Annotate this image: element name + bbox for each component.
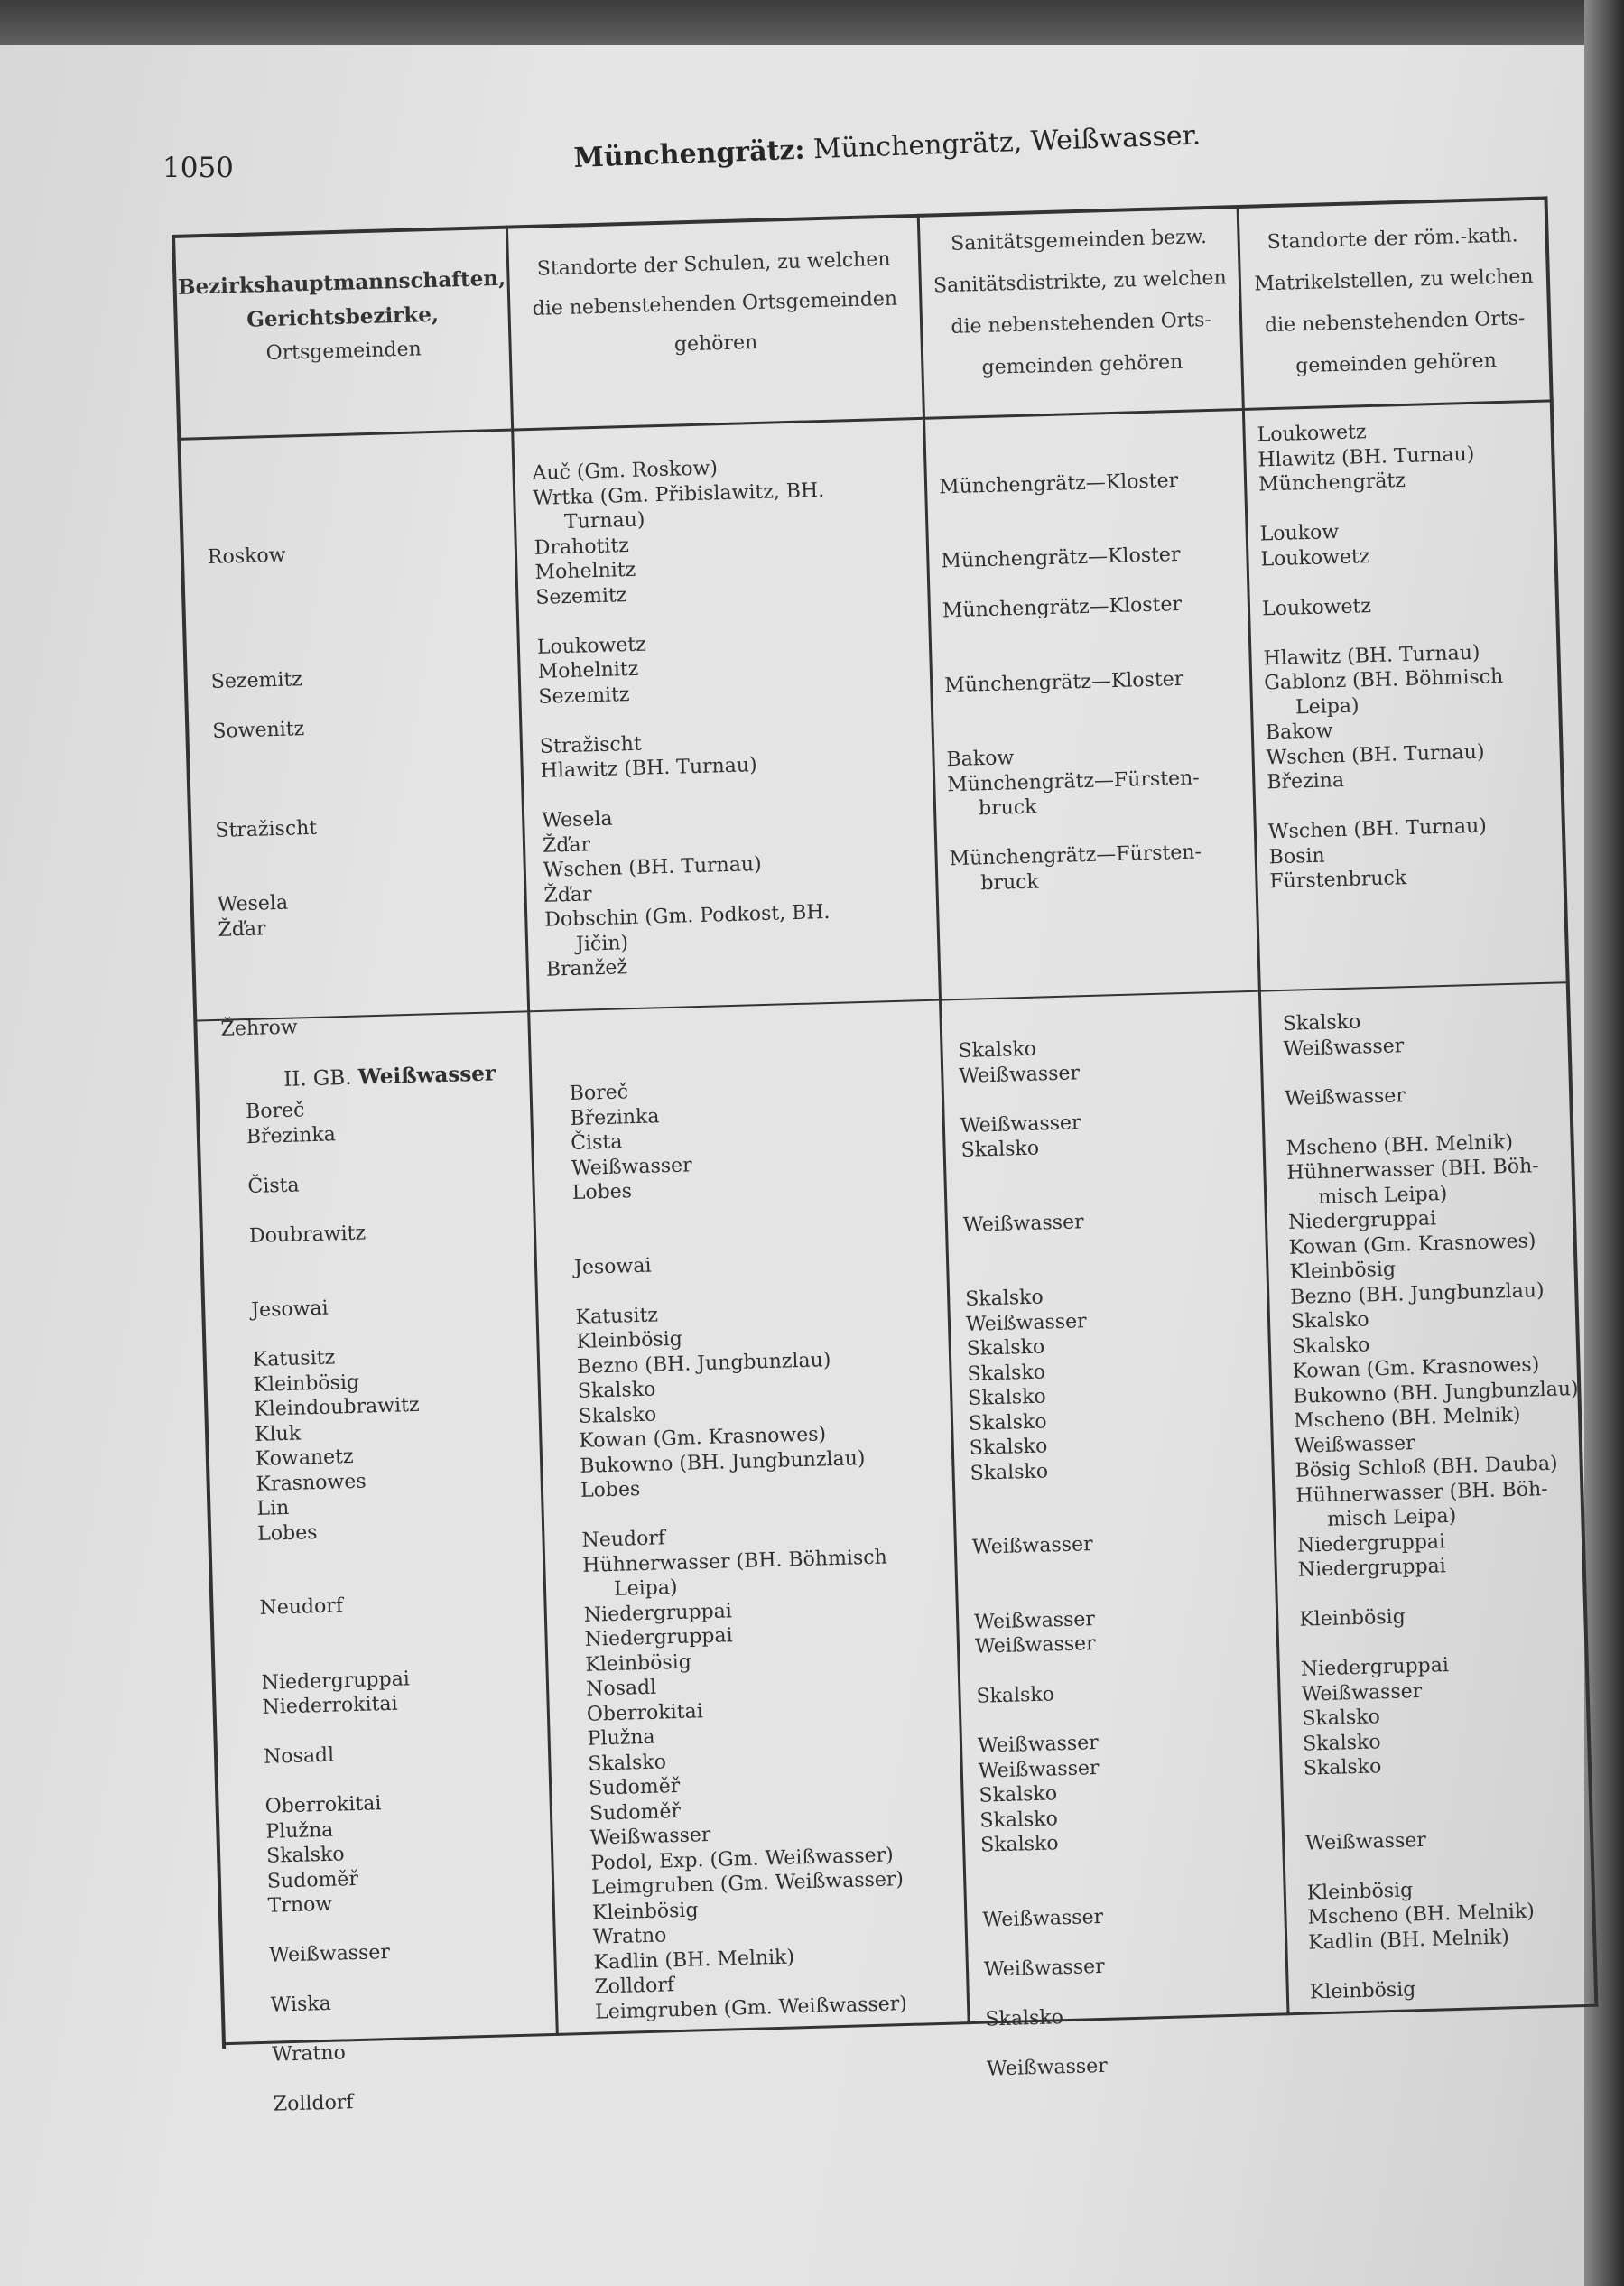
entry-line: Zolldorf — [273, 2091, 354, 2116]
blank-line — [981, 1854, 1102, 1882]
entry-line: Skalsko — [1291, 1333, 1370, 1359]
entry-line: Boreč — [245, 1099, 305, 1124]
blank-line — [209, 592, 311, 620]
entry-line: Boreč — [569, 1081, 629, 1106]
entry-line: Wratno — [271, 2041, 347, 2067]
entry-line: Niedergruppai — [261, 1667, 411, 1695]
entry-line: Kowan (Gm. Krasnowes) — [579, 1423, 827, 1453]
entry-line: Čista — [570, 1130, 623, 1156]
entry-line: Niedergruppai — [1296, 1529, 1446, 1557]
entry-line: Turnau) — [563, 508, 645, 534]
entry-line: Hühnerwasser (BH. Böh- — [1295, 1477, 1548, 1508]
entry-line: Weißwasser — [977, 1731, 1100, 1758]
entry-line: Wrtka (Gm. Přibislawitz, BH. — [532, 479, 825, 510]
s2-col-1 — [246, 1095, 440, 2117]
entry-line: Weißwasser — [974, 1632, 1096, 1659]
entry-line: Skalsko — [968, 1409, 1047, 1436]
header-col-2-line-1: Standorte der Schulen, zu welchen — [536, 247, 891, 281]
entry-line: Oberrokitai — [586, 1699, 704, 1726]
entry-line: Kleinbösig — [1309, 1977, 1416, 2004]
blank-line — [973, 1582, 1094, 1610]
blank-line — [972, 1557, 1093, 1585]
blank-line — [984, 1979, 1105, 2007]
entry-line: Doubrawitz — [248, 1221, 367, 1248]
entry-line: Leimgruben (Gm. Weißwasser) — [594, 1992, 908, 2024]
entry-line: Münchengrätz—Kloster — [938, 469, 1179, 498]
entry-line: Sezemitz — [538, 683, 630, 709]
entry-line: Bezno (BH. Jungbunzlau) — [1289, 1278, 1545, 1309]
header-col-3-line-3: die nebenstehenden Orts- — [951, 308, 1212, 339]
entry-line: Niedergruppai — [1297, 1555, 1447, 1582]
blank-line — [975, 1657, 1096, 1685]
entry-line: Münchengrätz—Kloster — [942, 592, 1183, 623]
entry-line: Weißwasser — [1283, 1034, 1405, 1061]
entry-line: Loukowetz — [1261, 594, 1372, 620]
blank-line — [217, 865, 320, 893]
blank-line — [977, 1706, 1098, 1734]
entry-line: Loukowetz — [1257, 421, 1367, 447]
entry-line: Skalsko — [985, 2005, 1064, 2031]
entry-line: Weißwasser — [971, 1533, 1093, 1559]
entry-line: Bezno (BH. Jungbunzlau) — [576, 1348, 831, 1379]
blank-line — [219, 964, 322, 992]
entry-line: Skalsko — [976, 1683, 1055, 1708]
entry-line: Weißwasser — [268, 1940, 391, 1967]
entry-line: Kowanetz — [255, 1445, 354, 1471]
running-head-rest: Münchengrätz, Weißwasser. — [803, 119, 1202, 166]
entry-line: Kleinbösig — [585, 1650, 692, 1677]
blank-line — [981, 1880, 1102, 1908]
entry-line: Žďar — [218, 916, 266, 942]
blank-line — [970, 1482, 1091, 1510]
entry-line: Skalsko — [1290, 1308, 1369, 1334]
entry-line: Kleinbösig — [591, 1898, 699, 1925]
running-head-bold: Münchengrätz: — [573, 134, 806, 174]
header-col-3 — [920, 216, 1241, 391]
entry-line: Leimgruben (Gm. Weißwasser) — [590, 1868, 905, 1900]
header-col-3-line-1: Sanitätsgemeinden bezw. — [950, 225, 1208, 256]
entry-line: Loukowetz — [536, 633, 647, 659]
entry-line: Skalsko — [967, 1360, 1046, 1386]
blank-line — [964, 1259, 1085, 1287]
entry-line: Katusitz — [575, 1303, 659, 1329]
entry-line: Weißwasser — [973, 1607, 1096, 1634]
entry-line: Skalsko — [1302, 1730, 1381, 1756]
header-col-2 — [509, 239, 922, 370]
blank-line — [208, 567, 311, 595]
header-col-4-line-3: die nebenstehenden Orts- — [1264, 307, 1526, 338]
blank-line — [213, 741, 316, 769]
entry-line: Roskow — [207, 544, 286, 570]
entry-line: Skalsko — [588, 1750, 667, 1776]
entry-line: Bosin — [1268, 844, 1325, 869]
entry-line: Kleinbösig — [1298, 1605, 1406, 1631]
entry-line: Hühnerwasser (BH. Böh- — [1286, 1155, 1539, 1185]
entry-line: bruck — [978, 795, 1037, 821]
entry-line: Jičin) — [575, 931, 629, 956]
entry-line: Skalsko — [967, 1385, 1047, 1410]
entry-line: Hlawitz (BH. Turnau) — [1257, 442, 1475, 471]
blank-line — [207, 517, 310, 545]
blank-line — [971, 1508, 1092, 1536]
entry-line: Kowan (Gm. Krasnowes) — [1292, 1353, 1540, 1383]
entry-line: Neudorf — [259, 1594, 344, 1620]
entry-line: Nosadl — [263, 1743, 335, 1769]
entry-line: Jesowai — [573, 1254, 652, 1279]
header-col-3-line-2: Sanitätsdistrikte, zu welchen — [933, 266, 1228, 298]
entry-line: Kleindoubrawitz — [254, 1393, 420, 1421]
entry-line: Jesowai — [250, 1296, 329, 1322]
entry-line: Münchengrätz—Kloster — [941, 543, 1181, 573]
blank-line — [962, 1185, 1083, 1213]
entry-line: Lin — [256, 1496, 290, 1520]
entry-line: misch Leipa) — [1317, 1182, 1448, 1209]
entry-line: Drahotitz — [534, 534, 630, 560]
header-col-2-line-2: die nebenstehenden Ortsgemeinden — [532, 287, 898, 321]
entry-line: Skalsko — [1302, 1705, 1381, 1731]
entry-line: Hühnerwasser (BH. Böhmisch — [581, 1545, 888, 1577]
s2-col-2 — [569, 1073, 907, 2024]
entry-line: Stražischt — [539, 732, 643, 758]
entry-line: Skalsko — [1303, 1755, 1382, 1780]
entry-line: Mohelnitz — [534, 558, 636, 584]
entry-line: Kadlin (BH. Melnik) — [593, 1945, 795, 1975]
blank-line — [960, 1085, 1081, 1113]
entry-line: Skalsko — [577, 1378, 656, 1403]
entry-line: Skalsko — [966, 1335, 1045, 1361]
entry-line: Mscheno (BH. Melnik) — [1285, 1130, 1514, 1160]
blank-line — [206, 493, 309, 521]
entry-line: Kluk — [254, 1422, 302, 1446]
blank-line — [214, 766, 317, 794]
header-col-2-line-3: gehören — [673, 330, 758, 357]
blank-line — [961, 1160, 1082, 1188]
entry-line: Krasnowes — [255, 1470, 367, 1496]
entry-line: Sowenitz — [212, 717, 305, 743]
entry-line: Weißwasser — [1304, 1828, 1427, 1855]
entry-line: Skalsko — [969, 1435, 1048, 1460]
entry-line: Hlawitz (BH. Turnau) — [1263, 641, 1480, 670]
entry-line: Loukowetz — [1260, 544, 1370, 571]
entry-line: Katusitz — [252, 1346, 336, 1371]
entry-line: Skalsko — [958, 1037, 1037, 1064]
entry-line: Mscheno (BH. Melnik) — [1307, 1900, 1536, 1929]
header-col-3-line-4: gemeinden gehören — [981, 350, 1183, 379]
s2-title — [283, 1061, 496, 1092]
entry-line: Březina — [1267, 768, 1345, 795]
entry-line: Wschen (BH. Turnau) — [1267, 814, 1488, 844]
header-col-4-line-1: Standorte der röm.-kath. — [1267, 224, 1518, 255]
s1-col-4 — [1257, 416, 1508, 895]
entry-line: Oberrokitai — [264, 1792, 382, 1818]
entry-line: Mscheno (BH. Melnik) — [1293, 1403, 1521, 1433]
entry-line: Loukow — [1259, 521, 1340, 546]
entry-line: Kowan (Gm. Krasnowes) — [1288, 1229, 1536, 1259]
entry-line: Žďar — [542, 832, 591, 858]
entry-line: Lobes — [580, 1478, 641, 1502]
entry-line: Kleinbösig — [576, 1327, 683, 1353]
entry-line: Podol, Exp. (Gm. Weißwasser) — [590, 1843, 895, 1875]
entry-line: Kleinbösig — [253, 1371, 360, 1397]
blank-line — [963, 1234, 1084, 1262]
register-table — [172, 196, 1599, 2116]
entry-line: Hlawitz (BH. Turnau) — [540, 754, 757, 783]
blank-line — [214, 791, 317, 819]
s1-col-3 — [938, 443, 1202, 897]
entry-line: Branžež — [545, 956, 628, 981]
entry-line: Skalsko — [1282, 1010, 1361, 1036]
entry-line: Weißwasser — [1294, 1431, 1415, 1458]
header-col-4 — [1239, 215, 1549, 389]
entry-line: Skalsko — [960, 1137, 1040, 1162]
entry-line: Weißwasser — [983, 1955, 1105, 1982]
entry-line: Niederrokitai — [262, 1692, 398, 1719]
header-col-1-line-3: Ortsgemeinden — [265, 338, 422, 366]
entry-line: Sudoměř — [588, 1774, 681, 1800]
entry-line: Trnow — [267, 1892, 333, 1918]
page-number: 1050 — [162, 152, 234, 184]
entry-line: Bakow — [946, 747, 1015, 772]
entry-line: Sudoměř — [266, 1867, 359, 1893]
s2-title-prefix: II. GB. — [283, 1065, 359, 1092]
entry-line: Weißwasser — [1284, 1083, 1406, 1110]
entry-line: Weißwasser — [960, 1110, 1081, 1138]
entry-line: Čista — [247, 1173, 300, 1198]
header-col-1-line-1: Bezirkshauptmannschaften, — [177, 265, 506, 300]
entry-line: Plužna — [265, 1818, 334, 1844]
entry-line: Lobes — [571, 1180, 633, 1205]
entry-line: Weißwasser — [965, 1309, 1087, 1336]
entry-line: Plužna — [587, 1725, 655, 1751]
entry-line: Gablonz (BH. Böhmisch — [1263, 665, 1504, 695]
entry-line: Sezemitz — [210, 667, 303, 693]
s2-col-4 — [1283, 1004, 1596, 2004]
entry-line: Wiska — [270, 1992, 332, 2017]
entry-line: Sezemitz — [535, 583, 627, 609]
entry-line: Bösig Schloß (BH. Dauba) — [1295, 1452, 1558, 1482]
entry-line: Nosadl — [585, 1676, 657, 1701]
blank-line — [210, 642, 313, 670]
entry-line: Dobschin (Gm. Podkost, BH. — [544, 900, 831, 932]
header-col-1-line-2: Gerichtsbezirke, — [246, 302, 440, 332]
entry-line: misch Leipa) — [1326, 1504, 1457, 1531]
entry-line: Wratno — [592, 1924, 667, 1949]
header-col-1 — [176, 262, 509, 374]
entry-line: Wesela — [217, 891, 289, 916]
s1-col-2 — [532, 453, 838, 982]
entry-line: Münchengrätz — [1257, 469, 1406, 497]
entry-line: Münchengrätz—Fürsten- — [949, 841, 1202, 871]
entry-line: Stražischt — [215, 816, 318, 842]
entry-line: Bakow — [1265, 720, 1333, 745]
s1-col-1 — [206, 493, 323, 1042]
entry-line: Skalsko — [578, 1403, 657, 1428]
entry-line: Niedergruppai — [583, 1599, 733, 1627]
entry-line: Weißwasser — [982, 1905, 1104, 1932]
entry-line: Žehrow — [220, 1015, 298, 1041]
entry-line: Fürstenbruck — [1269, 867, 1407, 894]
blank-line — [211, 692, 314, 720]
entry-line: Weißwasser — [978, 1756, 1100, 1783]
entry-line: Münchengrätz—Fürsten- — [946, 766, 1200, 796]
entry-line: Niedergruppai — [1300, 1654, 1450, 1681]
entry-line: Münchengrätz—Kloster — [943, 667, 1184, 697]
entry-line: Leipa) — [1295, 693, 1360, 719]
entry-line: Březinka — [570, 1104, 660, 1130]
entry-line: Kadlin (BH. Melnik) — [1307, 1925, 1510, 1955]
entry-line: Weißwasser — [589, 1824, 711, 1850]
entry-line: Wschen (BH. Turnau) — [543, 853, 762, 882]
blank-line — [983, 1929, 1104, 1957]
entry-line: Skalsko — [979, 1832, 1059, 1857]
entry-line: Weißwasser — [962, 1210, 1084, 1237]
entry-line: Niedergruppai — [1287, 1207, 1437, 1234]
entry-line: Březinka — [246, 1122, 337, 1148]
entry-line: Mohelnitz — [537, 657, 639, 683]
header-col-4-line-2: Matrikelstellen, zu welchen — [1254, 265, 1534, 296]
entry-line: Kleinbösig — [1306, 1878, 1414, 1905]
blank-line — [209, 617, 312, 645]
entry-line: Weißwasser — [959, 1061, 1081, 1088]
entry-line: Skalsko — [964, 1286, 1044, 1311]
blank-line — [216, 841, 319, 869]
entry-line: Skalsko — [970, 1459, 1049, 1485]
entry-line: Zolldorf — [594, 1974, 675, 1999]
entry-line: Skalsko — [979, 1782, 1058, 1807]
blank-line — [986, 2029, 1107, 2057]
entry-line: Bukowno (BH. Jungbunzlau) — [579, 1446, 866, 1478]
entry-line: Skalsko — [265, 1843, 345, 1868]
entry-line: Skalsko — [979, 1807, 1059, 1833]
entry-line: bruck — [980, 869, 1040, 895]
entry-line: Kleinbösig — [1289, 1258, 1397, 1284]
entry-line: Wschen (BH. Turnau) — [1266, 740, 1485, 769]
blank-line — [218, 940, 321, 968]
entry-line: Weißwasser — [571, 1153, 692, 1180]
blank-line — [219, 990, 322, 1018]
entry-line: Bukowno (BH. Jungbunzlau) — [1293, 1377, 1579, 1408]
entry-line: Žďar — [543, 882, 592, 907]
entry-line: Weißwasser — [1301, 1679, 1423, 1706]
entry-line: Neudorf — [581, 1527, 666, 1552]
entry-line: Niedergruppai — [584, 1624, 733, 1651]
s2-title-bold: Weißwasser — [357, 1061, 496, 1090]
header-col-4-line-4: gemeinden gehören — [1295, 349, 1498, 378]
entry-line: Wesela — [541, 807, 613, 832]
entry-line: Auč (Gm. Roskow) — [532, 457, 719, 485]
s2-col-3 — [958, 1036, 1108, 2081]
entry-line: Lobes — [256, 1520, 318, 1546]
entry-line: Weißwasser — [986, 2054, 1109, 2081]
entry-line: Leipa) — [613, 1575, 678, 1601]
entry-line: Sudoměř — [589, 1799, 682, 1826]
